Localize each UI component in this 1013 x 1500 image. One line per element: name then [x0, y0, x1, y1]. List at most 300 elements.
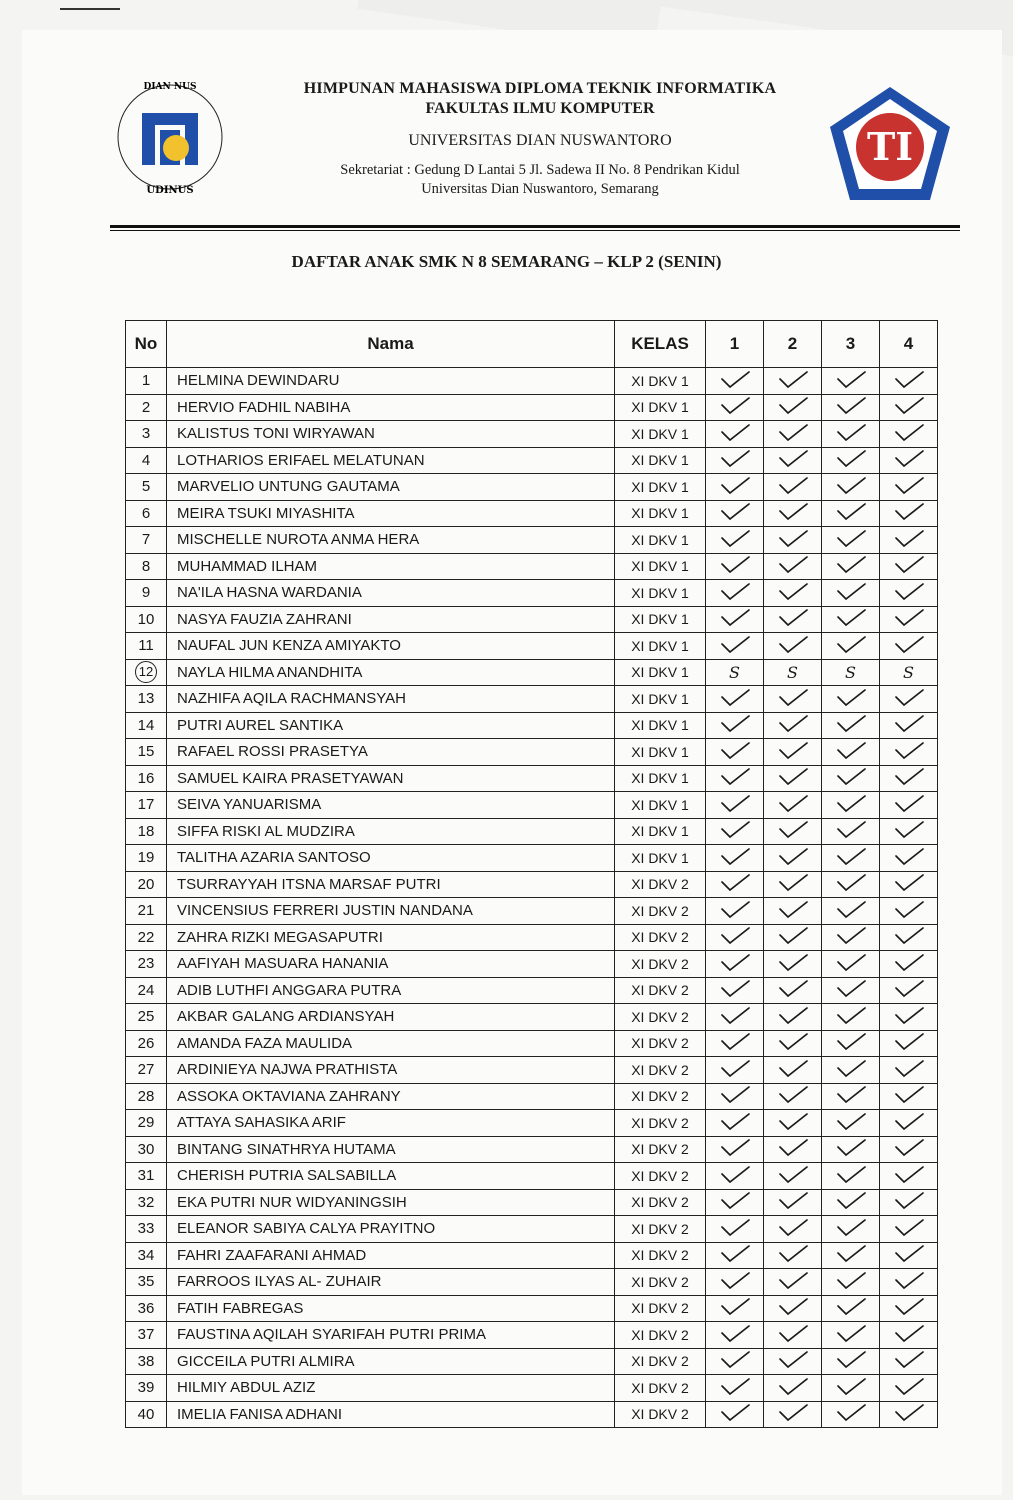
- cell-nama: TALITHA AZARIA SANTOSO: [167, 845, 615, 872]
- cell-nama: AMANDA FAZA MAULIDA: [167, 1030, 615, 1057]
- cell-session-1: [706, 580, 764, 607]
- hmti-logo: [825, 85, 955, 205]
- check-mark-icon: [776, 429, 810, 446]
- cell-session-2: [764, 1030, 822, 1057]
- check-mark-icon: [892, 959, 926, 976]
- check-mark-icon: [718, 376, 752, 393]
- check-mark-icon: [776, 773, 810, 790]
- cell-no: [126, 394, 167, 421]
- cell-kelas: XI DKV 1: [615, 818, 706, 845]
- cell-session-2: [764, 1269, 822, 1296]
- cell-session-1: [706, 1375, 764, 1402]
- cell-session-3: [822, 845, 880, 872]
- cell-session-3: [822, 1322, 880, 1349]
- cell-nama: EKA PUTRI NUR WIDYANINGSIH: [167, 1189, 615, 1216]
- check-mark-icon: [892, 402, 926, 419]
- cell-session-4: [880, 739, 938, 766]
- check-mark-icon: [892, 1409, 926, 1426]
- check-mark-icon: [718, 1303, 752, 1320]
- check-mark-icon: [834, 614, 868, 631]
- cell-session-4: [880, 633, 938, 660]
- row-number: 30: [137, 1140, 155, 1158]
- cell-nama: MUHAMMAD ILHAM: [167, 553, 615, 580]
- check-mark-icon: [718, 853, 752, 870]
- check-mark-icon: [718, 1224, 752, 1241]
- cell-session-1: [706, 792, 764, 819]
- table-row: [126, 1189, 938, 1216]
- cell-session-3: [822, 898, 880, 925]
- cell-session-1: [706, 712, 764, 739]
- table-row: [126, 1057, 938, 1084]
- header-rule-thick: [110, 225, 960, 228]
- cell-no: [126, 606, 167, 633]
- table-row: [126, 606, 938, 633]
- cell-nama: FAHRI ZAAFARANI AHMAD: [167, 1242, 615, 1269]
- check-mark-icon: [718, 747, 752, 764]
- check-mark-icon: [834, 376, 868, 393]
- cell-no: [126, 1057, 167, 1084]
- cell-session-1: [706, 1163, 764, 1190]
- cell-no: [126, 845, 167, 872]
- check-mark-icon: [718, 1091, 752, 1108]
- cell-session-1: [706, 1083, 764, 1110]
- cell-no: [126, 1242, 167, 1269]
- row-number: 22: [137, 928, 155, 946]
- check-mark-icon: [718, 773, 752, 790]
- check-mark-icon: [776, 1012, 810, 1029]
- cell-no: [126, 580, 167, 607]
- cell-nama: HERVIO FADHIL NABIHA: [167, 394, 615, 421]
- check-mark-icon: [834, 985, 868, 1002]
- check-mark-icon: [892, 932, 926, 949]
- cell-nama: SEIVA YANUARISMA: [167, 792, 615, 819]
- check-mark-icon: [776, 1409, 810, 1426]
- cell-session-3: [822, 1110, 880, 1137]
- cell-no: [126, 1375, 167, 1402]
- cell-session-1: [706, 898, 764, 925]
- table-row: [126, 686, 938, 713]
- check-mark-icon: [776, 1091, 810, 1108]
- cell-no: [126, 447, 167, 474]
- row-number: 5: [141, 478, 151, 496]
- row-number: 17: [137, 796, 155, 814]
- check-mark-icon: [834, 932, 868, 949]
- cell-session-4: [880, 474, 938, 501]
- cell-session-3: [822, 1375, 880, 1402]
- check-mark-icon: [892, 800, 926, 817]
- check-mark-icon: [892, 826, 926, 843]
- table-row: [126, 845, 938, 872]
- check-mark-icon: [892, 1224, 926, 1241]
- check-mark-icon: [718, 1118, 752, 1135]
- cell-no: [126, 659, 167, 686]
- check-mark-icon: [834, 694, 868, 711]
- row-number: 23: [137, 955, 155, 973]
- table-row: [126, 394, 938, 421]
- cell-no: [126, 1216, 167, 1243]
- check-mark-icon: [892, 429, 926, 446]
- cell-session-1: [706, 1242, 764, 1269]
- check-mark-icon: [892, 747, 926, 764]
- cell-session-2: [764, 898, 822, 925]
- cell-session-3: [822, 1242, 880, 1269]
- cell-session-3: [822, 1269, 880, 1296]
- row-number: 20: [137, 875, 155, 893]
- cell-session-4: [880, 924, 938, 951]
- cell-kelas: XI DKV 1: [615, 580, 706, 607]
- cell-session-3: [822, 1401, 880, 1428]
- cell-kelas: XI DKV 1: [615, 739, 706, 766]
- cell-kelas: XI DKV 2: [615, 1242, 706, 1269]
- check-mark-icon: [892, 482, 926, 499]
- check-mark-icon: [892, 879, 926, 896]
- check-mark-icon: [892, 1197, 926, 1214]
- row-number: 39: [137, 1379, 155, 1397]
- cell-session-4: [880, 1057, 938, 1084]
- check-mark-icon: [834, 906, 868, 923]
- address-line-1: Sekretariat : Gedung D Lantai 5 Jl. Sadewa II No. 8 Pendrikan Kidul: [340, 162, 740, 178]
- check-mark-icon: [834, 1118, 868, 1135]
- table-row: [126, 898, 938, 925]
- check-mark-icon: [892, 720, 926, 737]
- cell-no: [126, 1110, 167, 1137]
- row-number: 32: [137, 1193, 155, 1211]
- check-mark-icon: [776, 1277, 810, 1294]
- cell-no: [126, 1136, 167, 1163]
- cell-nama: HELMINA DEWINDARU: [167, 368, 615, 395]
- check-mark-icon: [892, 614, 926, 631]
- cell-session-1: [706, 633, 764, 660]
- cell-session-4: [880, 1110, 938, 1137]
- cell-no: [126, 924, 167, 951]
- check-mark-icon: [834, 455, 868, 472]
- table-row: [126, 924, 938, 951]
- cell-session-2: [764, 1083, 822, 1110]
- table-row: [126, 1030, 938, 1057]
- cell-kelas: XI DKV 2: [615, 1163, 706, 1190]
- check-mark-icon: [718, 535, 752, 552]
- cell-nama: GICCEILA PUTRI ALMIRA: [167, 1348, 615, 1375]
- table-row: [126, 818, 938, 845]
- cell-session-1: [706, 606, 764, 633]
- check-mark-icon: [776, 959, 810, 976]
- check-mark-icon: [776, 614, 810, 631]
- check-mark-icon: [776, 1224, 810, 1241]
- check-mark-icon: [892, 1171, 926, 1188]
- cell-kelas: XI DKV 1: [615, 527, 706, 554]
- check-mark-icon: [718, 1065, 752, 1082]
- check-mark-icon: [892, 641, 926, 658]
- cell-session-3: [822, 421, 880, 448]
- check-mark-icon: [718, 906, 752, 923]
- row-number: 2: [141, 398, 151, 416]
- check-mark-icon: [776, 508, 810, 525]
- cell-nama: MEIRA TSUKI MIYASHITA: [167, 500, 615, 527]
- cell-no: [126, 368, 167, 395]
- row-number: 4: [141, 451, 151, 469]
- cell-session-1: [706, 1136, 764, 1163]
- cell-no: [126, 1163, 167, 1190]
- cell-nama: VINCENSIUS FERRERI JUSTIN NANDANA: [167, 898, 615, 925]
- table-row: [126, 1110, 938, 1137]
- cell-nama: NAYLA HILMA ANANDHITA: [167, 659, 615, 686]
- cell-session-1: [706, 368, 764, 395]
- row-number: 25: [137, 1008, 155, 1026]
- cell-session-2: [764, 633, 822, 660]
- cell-session-3: [822, 739, 880, 766]
- table-header-row: [126, 321, 938, 368]
- cell-no: [126, 951, 167, 978]
- cell-session-4: [880, 447, 938, 474]
- cell-session-4: [880, 659, 938, 686]
- cell-session-2: [764, 474, 822, 501]
- cell-nama: LOTHARIOS ERIFAEL MELATUNAN: [167, 447, 615, 474]
- cell-session-2: [764, 924, 822, 951]
- cell-no: [126, 1083, 167, 1110]
- col-session-1: 1: [706, 321, 764, 368]
- cell-session-2: [764, 1295, 822, 1322]
- check-mark-icon: [718, 1038, 752, 1055]
- check-mark-icon: [776, 694, 810, 711]
- cell-kelas: XI DKV 1: [615, 368, 706, 395]
- check-mark-icon: [776, 800, 810, 817]
- cell-no: [126, 1269, 167, 1296]
- cell-session-4: [880, 871, 938, 898]
- cell-session-3: [822, 871, 880, 898]
- cell-session-1: [706, 659, 764, 686]
- check-mark-icon: [834, 1330, 868, 1347]
- cell-kelas: XI DKV 1: [615, 659, 706, 686]
- table-row: [126, 500, 938, 527]
- check-mark-icon: [892, 1303, 926, 1320]
- check-mark-icon: [834, 853, 868, 870]
- check-mark-icon: [718, 508, 752, 525]
- background-edge: [60, 8, 120, 10]
- table-row: [126, 553, 938, 580]
- cell-kelas: XI DKV 1: [615, 500, 706, 527]
- col-no: No: [126, 321, 167, 368]
- cell-session-3: [822, 924, 880, 951]
- cell-session-3: [822, 580, 880, 607]
- check-mark-icon: [834, 773, 868, 790]
- cell-session-1: [706, 527, 764, 554]
- check-mark-icon: [776, 561, 810, 578]
- cell-session-2: [764, 818, 822, 845]
- check-mark-icon: [892, 906, 926, 923]
- row-number: 36: [137, 1299, 155, 1317]
- check-mark-icon: [834, 1356, 868, 1373]
- cell-nama: CHERISH PUTRIA SALSABILLA: [167, 1163, 615, 1190]
- check-mark-icon: [834, 588, 868, 605]
- cell-no: [126, 474, 167, 501]
- cell-session-3: [822, 1057, 880, 1084]
- table-row: [126, 712, 938, 739]
- check-mark-icon: [718, 1197, 752, 1214]
- check-mark-icon: [776, 1356, 810, 1373]
- check-mark-icon: [776, 641, 810, 658]
- cell-session-4: [880, 580, 938, 607]
- cell-session-3: [822, 1348, 880, 1375]
- check-mark-icon: [718, 1250, 752, 1267]
- cell-session-4: [880, 845, 938, 872]
- cell-kelas: XI DKV 2: [615, 898, 706, 925]
- cell-no: [126, 1004, 167, 1031]
- cell-no: [126, 1348, 167, 1375]
- cell-session-2: [764, 686, 822, 713]
- cell-kelas: XI DKV 2: [615, 1269, 706, 1296]
- cell-session-2: [764, 447, 822, 474]
- cell-session-3: [822, 765, 880, 792]
- row-number: 9: [141, 584, 151, 602]
- cell-session-2: [764, 606, 822, 633]
- cell-kelas: XI DKV 2: [615, 1295, 706, 1322]
- cell-no: [126, 1322, 167, 1349]
- cell-session-4: [880, 1216, 938, 1243]
- check-mark-icon: [834, 747, 868, 764]
- cell-no: [126, 1189, 167, 1216]
- check-mark-icon: [776, 1197, 810, 1214]
- cell-session-4: [880, 1189, 938, 1216]
- check-mark-icon: [892, 376, 926, 393]
- cell-nama: FAUSTINA AQILAH SYARIFAH PUTRI PRIMA: [167, 1322, 615, 1349]
- cell-session-4: [880, 1348, 938, 1375]
- cell-session-1: [706, 845, 764, 872]
- cell-session-1: [706, 447, 764, 474]
- cell-session-1: [706, 818, 764, 845]
- cell-kelas: XI DKV 2: [615, 1401, 706, 1428]
- table-row: [126, 1295, 938, 1322]
- cell-kelas: XI DKV 2: [615, 1216, 706, 1243]
- check-mark-icon: [718, 800, 752, 817]
- cell-session-3: [822, 474, 880, 501]
- row-number: 7: [141, 531, 151, 549]
- check-mark-icon: [834, 561, 868, 578]
- cell-session-1: [706, 1057, 764, 1084]
- cell-kelas: XI DKV 1: [615, 845, 706, 872]
- cell-kelas: XI DKV 2: [615, 924, 706, 951]
- cell-session-4: [880, 606, 938, 633]
- cell-session-3: [822, 1004, 880, 1031]
- cell-session-3: [822, 1136, 880, 1163]
- check-mark-icon: [834, 1250, 868, 1267]
- check-mark-icon: [718, 402, 752, 419]
- cell-no: [126, 421, 167, 448]
- check-mark-icon: [776, 1250, 810, 1267]
- cell-session-2: [764, 500, 822, 527]
- check-mark-icon: [718, 1171, 752, 1188]
- cell-session-2: [764, 1348, 822, 1375]
- table-row: [126, 447, 938, 474]
- table-row: [126, 580, 938, 607]
- cell-kelas: XI DKV 2: [615, 1083, 706, 1110]
- cell-session-1: [706, 1401, 764, 1428]
- check-mark-icon: [776, 747, 810, 764]
- row-number: 8: [141, 557, 151, 575]
- col-session-4: 4: [880, 321, 938, 368]
- cell-session-2: [764, 368, 822, 395]
- cell-session-1: [706, 421, 764, 448]
- cell-session-1: [706, 1004, 764, 1031]
- cell-kelas: XI DKV 1: [615, 633, 706, 660]
- cell-session-1: [706, 1216, 764, 1243]
- sick-mark: S: [787, 662, 798, 682]
- cell-no: [126, 818, 167, 845]
- check-mark-icon: [776, 879, 810, 896]
- cell-nama: HILMIY ABDUL AZIZ: [167, 1375, 615, 1402]
- table-row: [126, 368, 938, 395]
- table-row: [126, 792, 938, 819]
- cell-session-3: [822, 606, 880, 633]
- table-row: [126, 1216, 938, 1243]
- cell-session-1: [706, 394, 764, 421]
- check-mark-icon: [776, 588, 810, 605]
- cell-session-4: [880, 1401, 938, 1428]
- cell-nama: AKBAR GALANG ARDIANSYAH: [167, 1004, 615, 1031]
- cell-session-4: [880, 951, 938, 978]
- cell-nama: ELEANOR SABIYA CALYA PRAYITNO: [167, 1216, 615, 1243]
- check-mark-icon: [834, 429, 868, 446]
- check-mark-icon: [776, 1171, 810, 1188]
- cell-session-4: [880, 1242, 938, 1269]
- row-number: 37: [137, 1326, 155, 1344]
- cell-nama: MISCHELLE NUROTA ANMA HERA: [167, 527, 615, 554]
- check-mark-icon: [718, 614, 752, 631]
- row-number: 18: [137, 822, 155, 840]
- cell-session-3: [822, 792, 880, 819]
- row-number: 28: [137, 1087, 155, 1105]
- cell-nama: RAFAEL ROSSI PRASETYA: [167, 739, 615, 766]
- cell-session-4: [880, 977, 938, 1004]
- cell-nama: FARROOS ILYAS AL- ZUHAIR: [167, 1269, 615, 1296]
- cell-session-4: [880, 686, 938, 713]
- cell-kelas: XI DKV 1: [615, 606, 706, 633]
- check-mark-icon: [718, 1012, 752, 1029]
- faculty-name: FAKULTAS ILMU KOMPUTER: [425, 100, 655, 117]
- cell-session-2: [764, 1375, 822, 1402]
- cell-session-2: [764, 845, 822, 872]
- sick-mark: S: [903, 662, 914, 682]
- row-number: 35: [137, 1273, 155, 1291]
- sick-mark: S: [729, 662, 740, 682]
- cell-session-1: [706, 686, 764, 713]
- cell-kelas: XI DKV 1: [615, 447, 706, 474]
- cell-kelas: XI DKV 1: [615, 421, 706, 448]
- table-row: [126, 1004, 938, 1031]
- cell-session-1: [706, 500, 764, 527]
- check-mark-icon: [776, 1330, 810, 1347]
- check-mark-icon: [718, 1409, 752, 1426]
- check-mark-icon: [718, 959, 752, 976]
- check-mark-icon: [718, 561, 752, 578]
- row-number: 40: [137, 1405, 155, 1423]
- check-mark-icon: [776, 1118, 810, 1135]
- check-mark-icon: [892, 985, 926, 1002]
- check-mark-icon: [834, 1383, 868, 1400]
- svg-text:DIAN NUS: DIAN NUS: [143, 82, 197, 92]
- cell-kelas: XI DKV 2: [615, 951, 706, 978]
- cell-nama: SAMUEL KAIRA PRASETYAWAN: [167, 765, 615, 792]
- check-mark-icon: [834, 641, 868, 658]
- cell-session-2: [764, 765, 822, 792]
- check-mark-icon: [718, 1330, 752, 1347]
- check-mark-icon: [776, 1144, 810, 1161]
- table-row: [126, 871, 938, 898]
- check-mark-icon: [776, 1383, 810, 1400]
- check-mark-icon: [834, 1224, 868, 1241]
- check-mark-icon: [776, 720, 810, 737]
- cell-nama: ASSOKA OKTAVIANA ZAHRANY: [167, 1083, 615, 1110]
- cell-kelas: XI DKV 2: [615, 1057, 706, 1084]
